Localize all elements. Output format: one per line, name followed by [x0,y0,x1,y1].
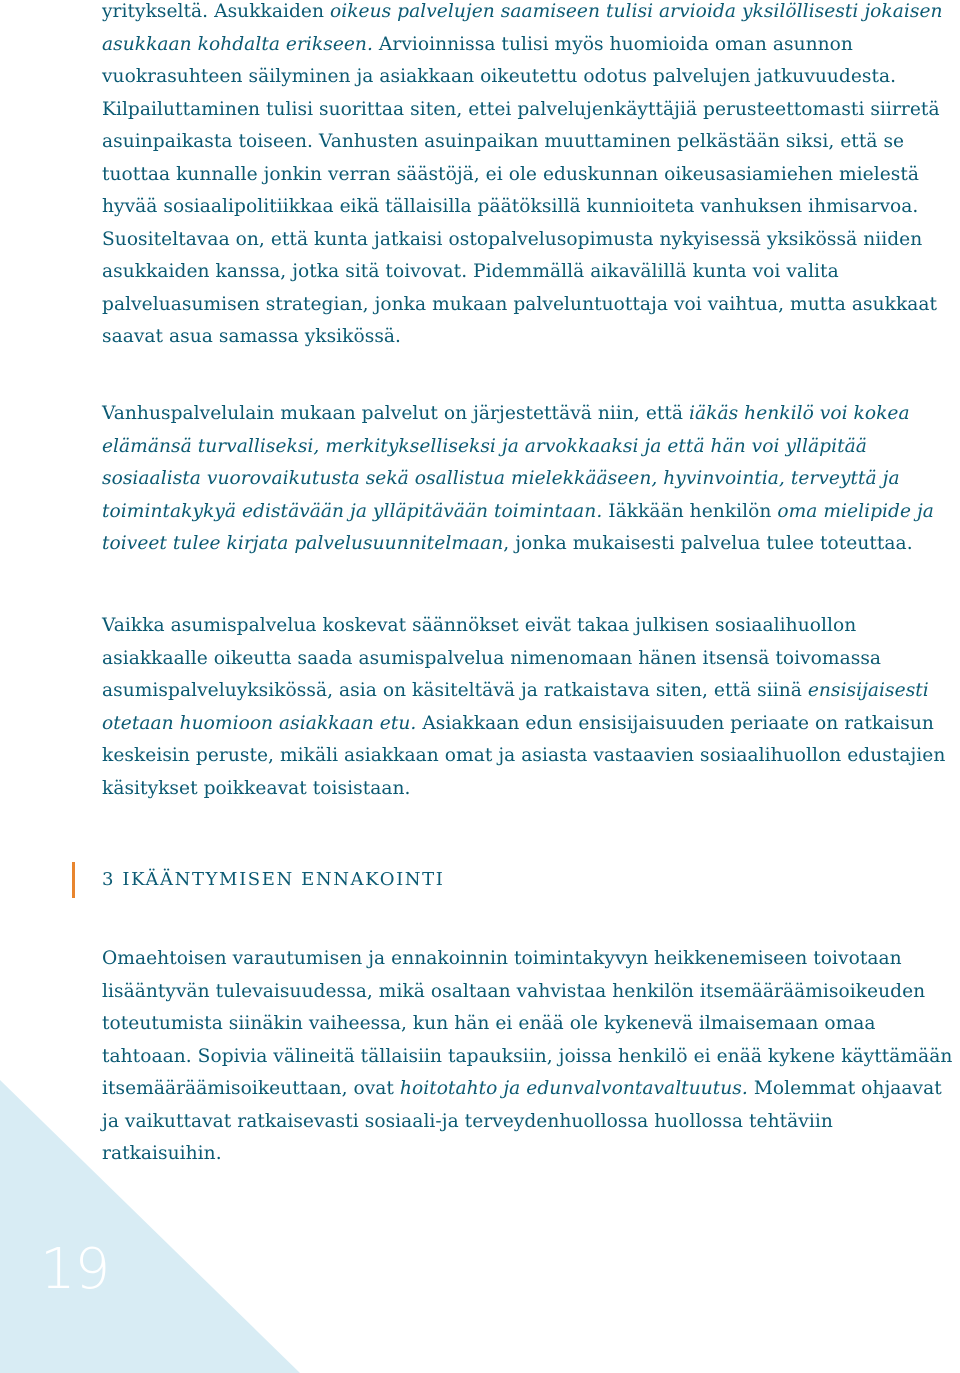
italic-run: oikeus palvelujen saamiseen tulisi arvioida yksilöllisesti jokaisen asukkaan kohdalta erikseen. [102,1,943,55]
italic-run: hoitotahto ja edunvalvontavaltuutus. [399,1078,748,1099]
paragraph-1 [102,0,960,354]
italic-run: oma mielipide ja toiveet tulee kirjata palvelusuunnitelmaan [102,500,934,554]
paragraph-3 [102,610,958,805]
text-run: , jonka mukaisesti palvelua tulee toteuttaa. [503,533,913,554]
page-number: 19 [40,1237,110,1302]
heading-accent-bar [72,862,75,898]
text-run: yritykseltä. Asukkaiden [102,1,330,22]
text-run: Omaehtoisen varautumisen ja ennakoinnin toimintakyvyn heikkenemiseen toivotaan lisääntyvän tulevaisuudessa, mikä osaltaan vahvistaa henkilön itsemääräämisoikeuden toteutumista siinäkin vaiheessa, kun hän ei enää ole kykenevä ilmaisemaan omaa tahtoaan. Sopivia välineitä tällaisiin tapauksiin, joissa henkilö ei enää kykene käyttämään itsemääräämisoikeuttaan, ovat [102,948,953,1099]
text-run: Molemmat ohjaavat ja vaikuttavat ratkaisevasti sosiaali-ja terveydenhuollossa huollossa tehtäviin ratkaisuihin. [102,1078,942,1164]
paragraph-4 [102,943,958,1171]
section-title: 3 IKÄÄNTYMISEN ENNAKOINTI [102,869,445,890]
text-run: Asiakkaan edun ensisijaisuuden periaate on ratkaisun keskeisin peruste, mikäli asiakkaan omat ja asiasta vastaavien sosiaalihuollon edustajien käsitykset poikkeavat toisistaan. [102,712,946,799]
text-run: Iäkkään henkilön [602,500,778,522]
italic-run: ensisijaisesti otetaan huomioon asiakkaan etu. [102,680,929,734]
text-run: Vaikka asumispalvelua koskevat säännökset eivät takaa julkisen sosiaalihuollon asiakkaalle oikeutta saada asumispalvelua nimenomaan hänen itsensä toivomassa asumispalveluyksikössä, asia on käsiteltävä ja ratkaistava siten, että siinä [102,615,882,701]
text-run: Arvioinnissa tulisi myös huomioida oman asunnon vuokrasuhteen säilyminen ja asiakkaan oikeutettu odotus palvelujen jatkuvuudesta. Kilpailuttaminen tulisi suorittaa siten, ettei palvelujenkäyttäjiä perusteettomasti siirretä asuinpaikasta toiseen. Vanhusten asuinpaikan muuttaminen pelkästään siksi, että se tuottaa kunnalle jonkin verran säästöjä, ei ole eduskunnan oikeusasiamiehen mielestä hyvää sosiaalipolitiikkaa eikä tällaisilla päätöksillä kunnioiteta vanhuksen ihmisarvoa. Suositeltavaa on, että kunta jatkaisi ostopalvelusopimusta nykyisessä yksikössä niiden asukkaiden kanssa, jotka sitä toivovat. Pidemmällä aikavälillä kunta voi valita palveluasumisen strategian, jonka mukaan palveluntuottaja voi vaihtua, mutta asukkaat saavat asua samassa yksikössä. [102,33,940,347]
text-run: Vanhuspalvelulain mukaan palvelut on järjestettävä niin, että [102,403,690,424]
paragraph-2 [102,398,958,561]
italic-run: iäkäs henkilö voi kokea elämänsä turvalliseksi, merkitykselliseksi ja arvokkaaksi ja että hän voi ylläpitää sosiaalista vuorovaikutusta sekä osallistua mielekkääseen, hyvinvointia, terveyttä ja toimintakykyä edistävään ja ylläpitävään toimintaan. [102,403,910,522]
